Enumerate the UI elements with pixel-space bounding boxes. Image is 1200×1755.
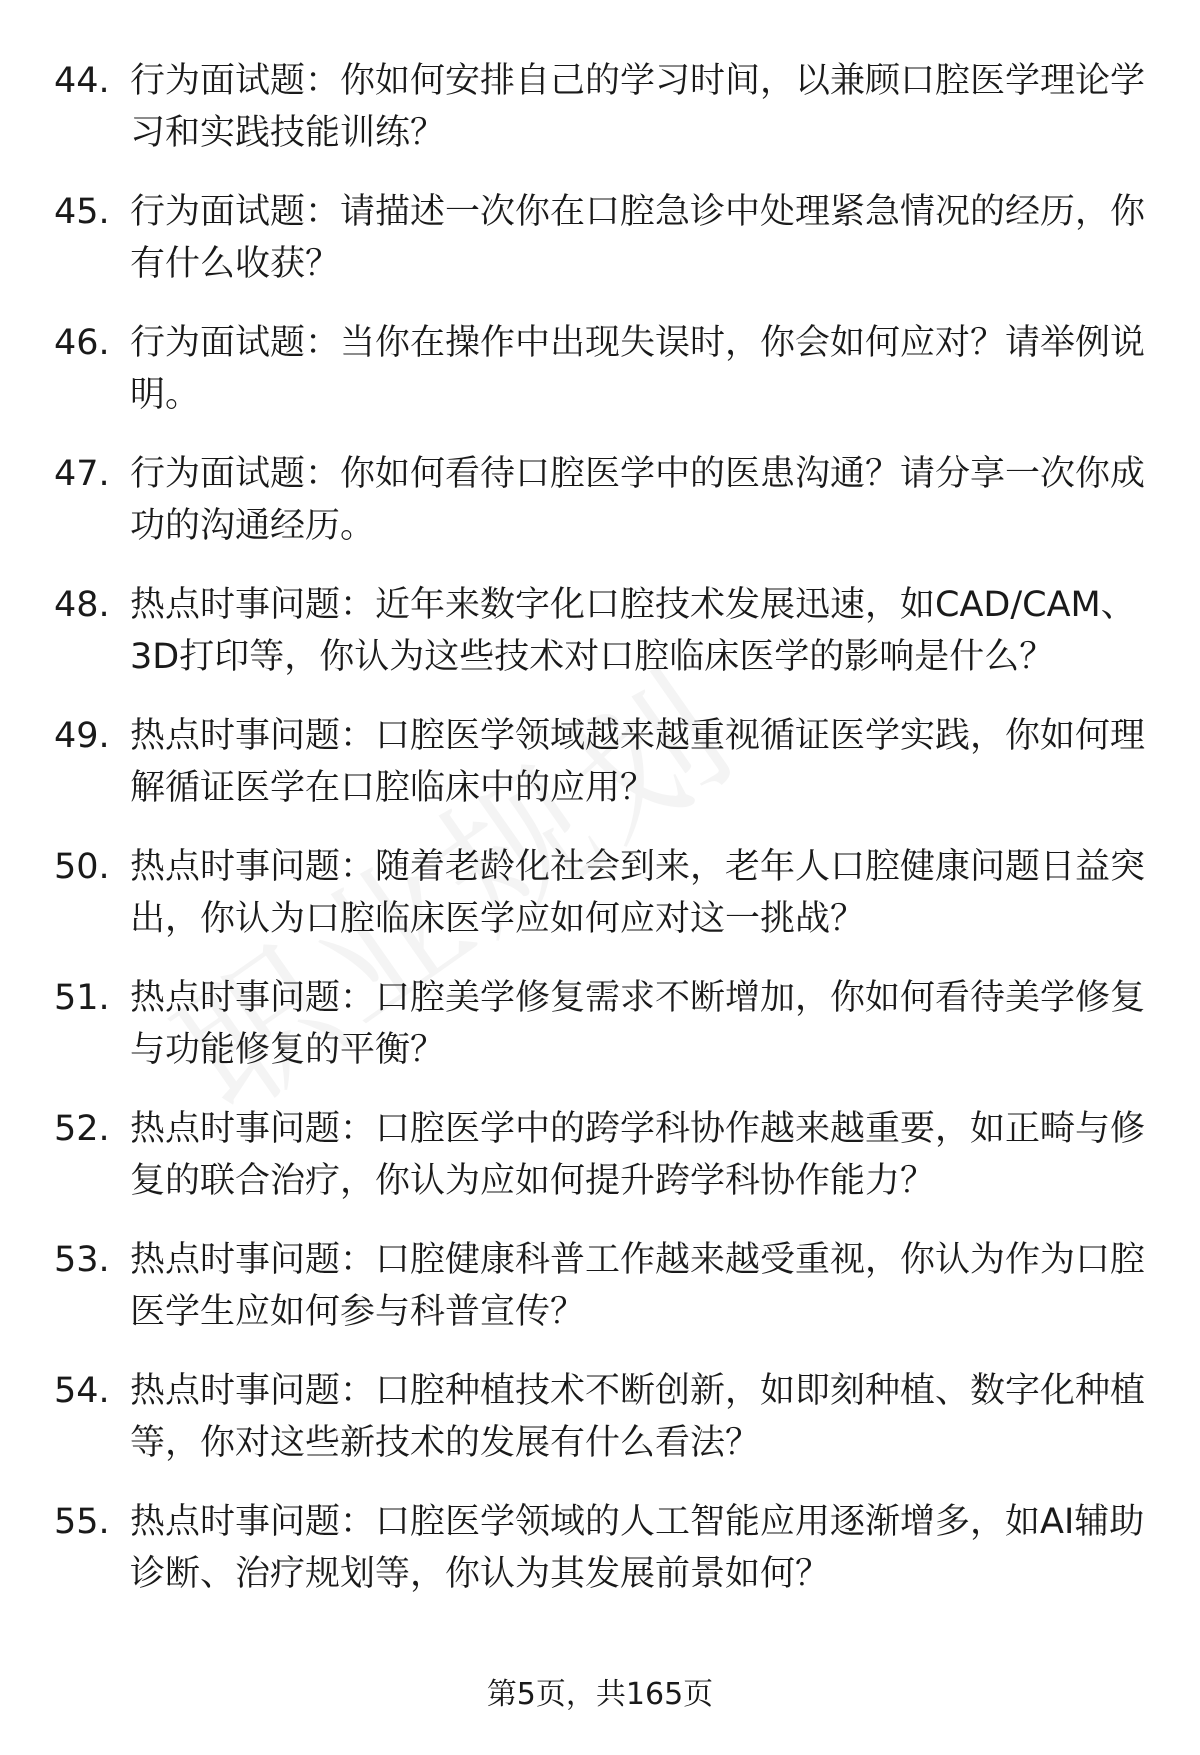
question-text: 热点时事问题：口腔医学领域越来越重视循证医学实践，你如何理解循证医学在口腔临床中的应用？ bbox=[130, 716, 1146, 808]
list-item bbox=[0, 1496, 1200, 1600]
question-list bbox=[0, 55, 1200, 1627]
list-item bbox=[0, 972, 1200, 1076]
question-text: 行为面试题：当你在操作中出现失误时，你会如何应对？请举例说明。 bbox=[130, 323, 1146, 415]
question-number: 50. bbox=[54, 847, 110, 887]
question-text: 热点时事问题：随着老龄化社会到来，老年人口腔健康问题日益突出，你认为口腔临床医学应如何应对这一挑战？ bbox=[130, 847, 1146, 939]
page-footer: 第5页，共165页 bbox=[486, 1677, 714, 1712]
question-number: 46. bbox=[54, 323, 110, 363]
list-item bbox=[0, 186, 1200, 290]
list-item bbox=[0, 448, 1200, 552]
question-text: 热点时事问题：口腔健康科普工作越来越受重视，你认为作为口腔医学生应如何参与科普宣传？ bbox=[130, 1240, 1146, 1332]
question-text: 热点时事问题：口腔美学修复需求不断增加，你如何看待美学修复与功能修复的平衡？ bbox=[130, 978, 1146, 1070]
list-item bbox=[0, 841, 1200, 945]
list-item bbox=[0, 1234, 1200, 1338]
question-number: 52. bbox=[54, 1109, 110, 1149]
question-number: 51. bbox=[54, 978, 110, 1018]
question-number: 48. bbox=[54, 585, 110, 625]
question-text: 热点时事问题：近年来数字化口腔技术发展迅速，如CAD/CAM、3D打印等，你认为这些技术对口腔临床医学的影响是什么？ bbox=[130, 585, 1136, 677]
list-item bbox=[0, 1103, 1200, 1207]
list-item bbox=[0, 317, 1200, 421]
question-number: 49. bbox=[54, 716, 110, 756]
list-item bbox=[0, 710, 1200, 814]
question-text: 热点时事问题：口腔医学领域的人工智能应用逐渐增多，如AI辅助诊断、治疗规划等，你认为其发展前景如何？ bbox=[130, 1502, 1145, 1594]
question-text: 热点时事问题：口腔种植技术不断创新，如即刻种植、数字化种植等，你对这些新技术的发展有什么看法？ bbox=[130, 1371, 1146, 1463]
question-number: 55. bbox=[54, 1502, 110, 1542]
question-number: 44. bbox=[54, 61, 110, 101]
question-text: 热点时事问题：口腔医学中的跨学科协作越来越重要，如正畸与修复的联合治疗，你认为应如何提升跨学科协作能力？ bbox=[130, 1109, 1146, 1201]
question-number: 45. bbox=[54, 192, 110, 232]
list-item bbox=[0, 55, 1200, 159]
question-text: 行为面试题：你如何看待口腔医学中的医患沟通？请分享一次你成功的沟通经历。 bbox=[130, 454, 1146, 546]
question-number: 47. bbox=[54, 454, 110, 494]
question-number: 54. bbox=[54, 1371, 110, 1411]
list-item bbox=[0, 1365, 1200, 1469]
question-number: 53. bbox=[54, 1240, 110, 1280]
list-item bbox=[0, 579, 1200, 683]
question-text: 行为面试题：请描述一次你在口腔急诊中处理紧急情况的经历，你有什么收获？ bbox=[130, 192, 1146, 284]
question-text: 行为面试题：你如何安排自己的学习时间，以兼顾口腔医学理论学习和实践技能训练？ bbox=[130, 61, 1146, 153]
